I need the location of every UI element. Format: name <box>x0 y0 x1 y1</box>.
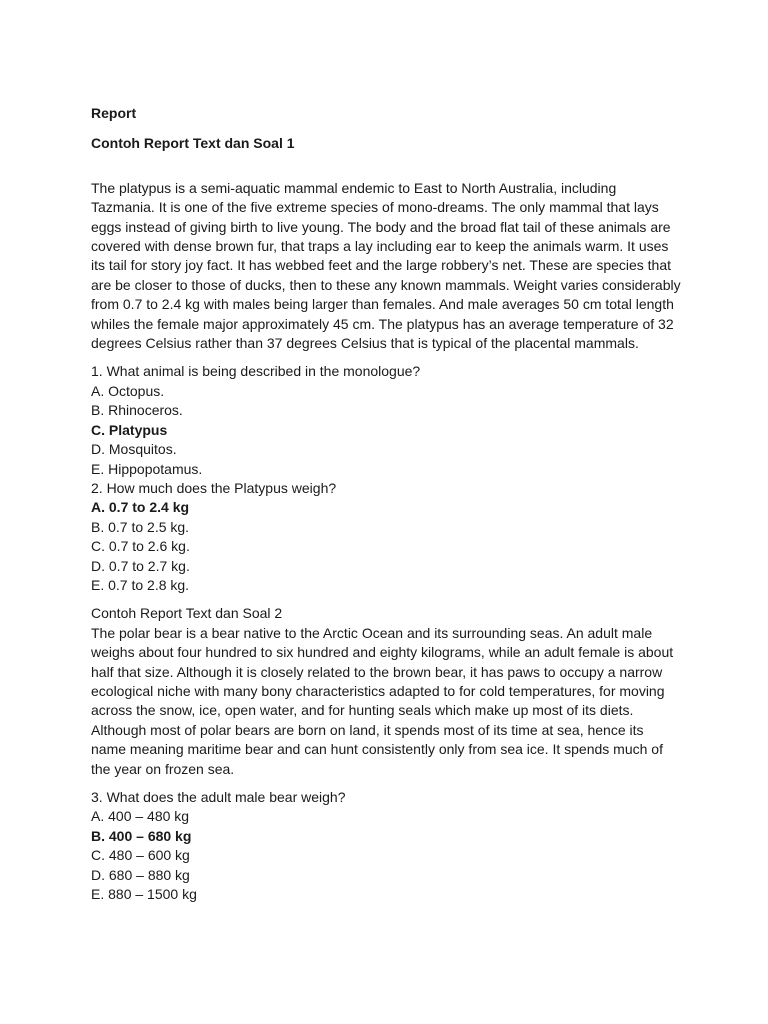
answer-option: B. 0.7 to 2.5 kg. <box>91 518 190 535</box>
question-text: 2. How much does the Platypus weigh? <box>91 479 337 496</box>
answer-option: C. 0.7 to 2.6 kg. <box>91 538 190 555</box>
passage-platypus: The platypus is a semi-aquatic mammal endemic to East to North Australia, including Tazmania. It is one of the five extreme species of mono-dreams. The only mammal that lays eggs instead of giving birth to live young. The body and the broad flat tail of these animals are covered with dense brown fur, that traps a lay including ear to keep the animals warm. It uses its tail for story joy fact. It has webbed feet and the large robbery’s net. These are species that are be closer to those of ducks, then to these any known mammals. Weight varies considerably from 0.7 to 2.4 kg with males being larger than females. And male averages 50 cm total length whiles the female major approximately 45 cm. The platypus has an average temperature of 32 degrees Celsius rather than 37 degrees Celsius that is typical of the placental mammals. <box>91 179 681 352</box>
answer-option: D. 680 – 880 kg <box>91 866 190 883</box>
section-title-2: Contoh Report Text dan Soal 2 <box>91 605 283 622</box>
answer-option: D. Mosquitos. <box>91 441 177 458</box>
document-content <box>91 104 681 913</box>
answer-option: E. 0.7 to 2.8 kg. <box>91 576 190 593</box>
question-text: 1. What animal is being described in the monologue? <box>91 363 421 380</box>
questions-section-2 <box>91 788 681 904</box>
report-heading: Report <box>91 105 137 121</box>
answer-option-correct: A. 0.7 to 2.4 kg <box>91 499 190 516</box>
question-text: 3. What does the adult male bear weigh? <box>91 789 346 805</box>
answer-option: A. 400 – 480 kg <box>91 808 190 825</box>
answer-option: E. 880 – 1500 kg <box>91 886 197 903</box>
answer-option: C. 480 – 600 kg <box>91 847 190 864</box>
question-block <box>91 362 681 595</box>
answer-option-correct: C. Platypus <box>91 421 168 438</box>
answer-option: D. 0.7 to 2.7 kg. <box>91 557 190 574</box>
answer-option-correct: B. 400 – 680 kg <box>91 827 192 844</box>
passage-polar-bear: The polar bear is a bear native to the Arctic Ocean and its surrounding seas. An adult male weighs about four hundred to six hundred and eighty kilograms, while an adult female is about half that size. Although it is closely related to the brown bear, it has paws to occupy a narrow ecological niche with many bony characteristics adapted to for cold temperatures, for moving across the snow, ice, open water, and for hunting seals which make up most of its diets. Although most of polar bears are born on land, it spends most of its time at sea, hence its name meaning maritime bear and can hunt consistently only from sea ice. It spends much of the year on frozen sea. <box>91 624 674 777</box>
question-block <box>91 788 681 904</box>
section-title-1: Contoh Report Text dan Soal 1 <box>91 135 295 152</box>
answer-option: E. Hippopotamus. <box>91 460 203 477</box>
answer-option: B. Rhinoceros. <box>91 402 183 419</box>
questions-section-1 <box>91 362 681 595</box>
answer-option: A. Octopus. <box>91 382 165 399</box>
